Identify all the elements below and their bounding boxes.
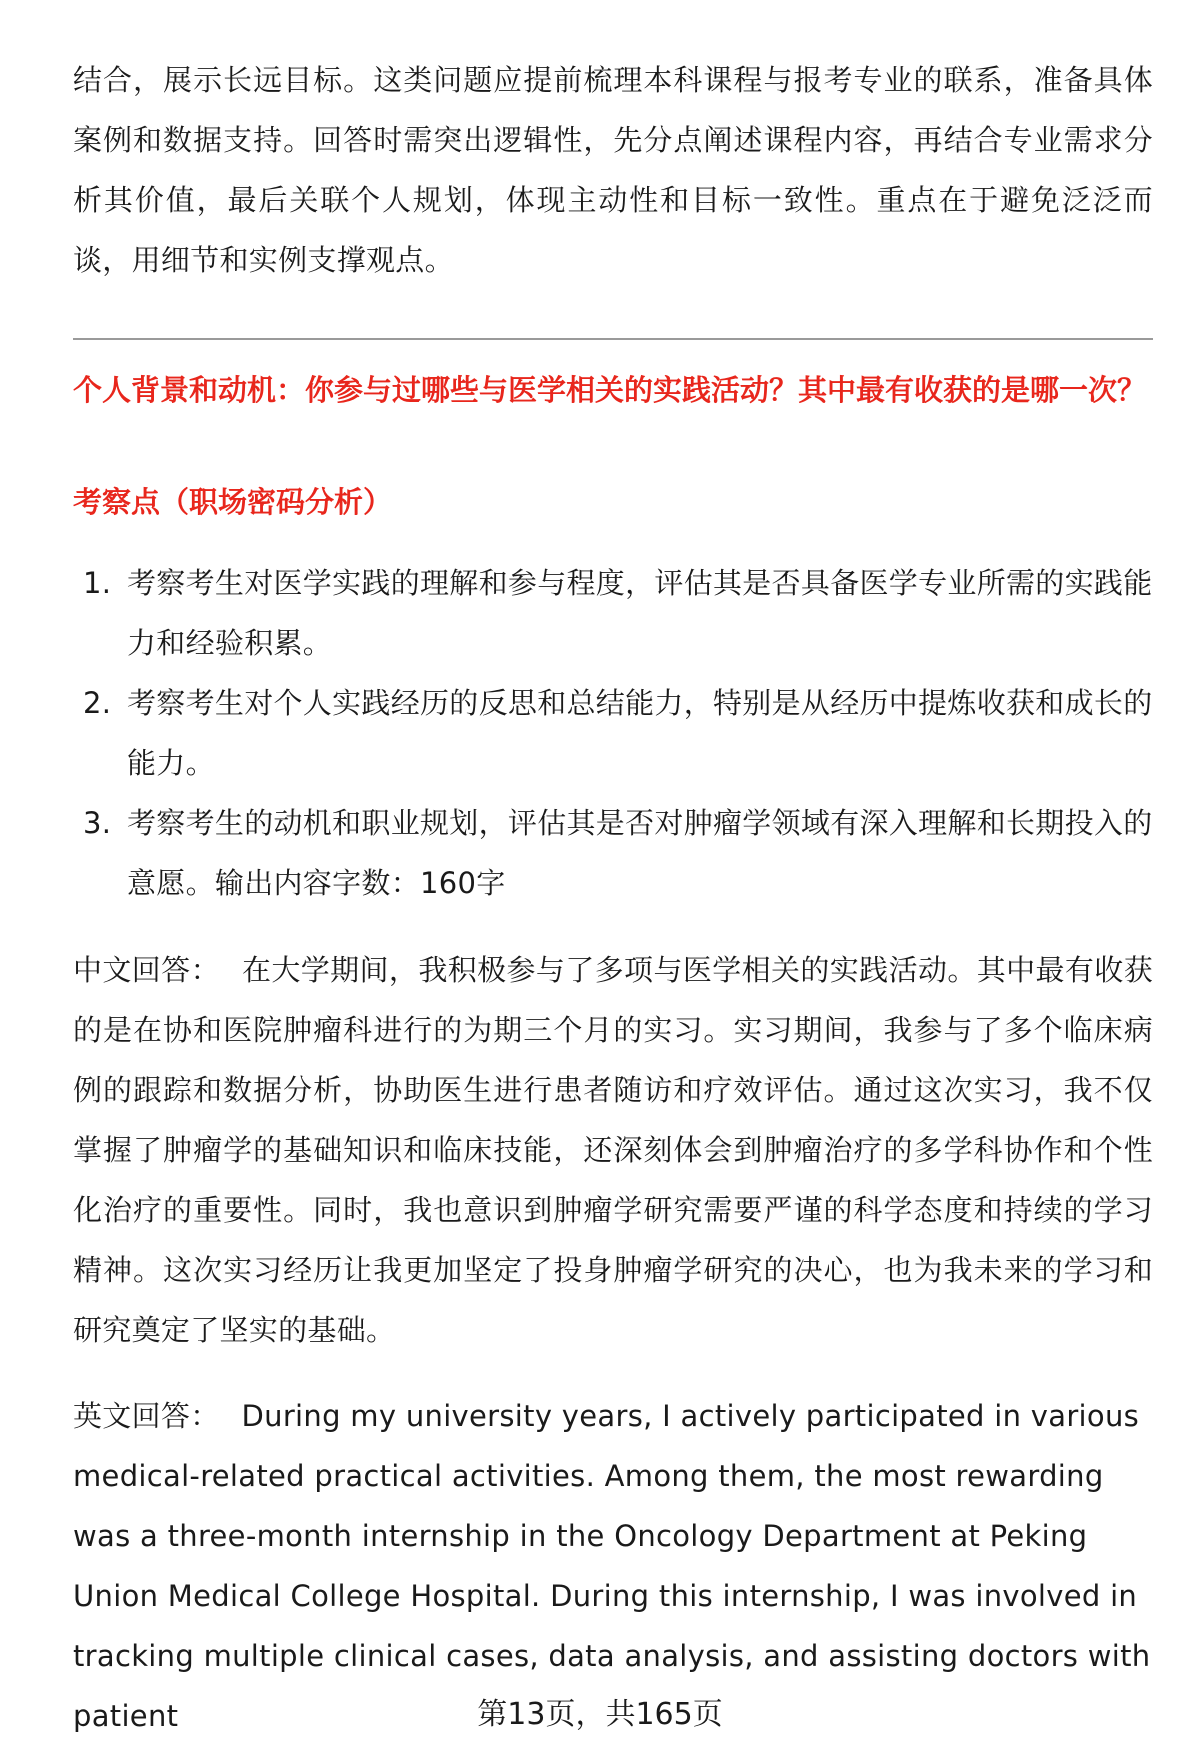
- chinese-answer-label: 中文回答：: [73, 953, 220, 987]
- page-number-footer: 第13页，共165页: [477, 1697, 723, 1732]
- assessment-heading: 考察点（职场密码分析）: [73, 485, 393, 519]
- section-divider: [73, 338, 1153, 340]
- assessment-points-list: [73, 553, 1153, 913]
- list-item: [73, 553, 1153, 673]
- list-item-text: 考察考生的动机和职业规划，评估其是否对肿瘤学领域有深入理解和长期投入的意愿。输出内容字数：160字: [127, 806, 1153, 900]
- list-item-number: 3.: [83, 806, 112, 840]
- english-answer: [73, 1386, 1153, 1746]
- english-answer-label: 英文回答：: [73, 1399, 220, 1433]
- list-item: [73, 673, 1153, 793]
- list-item-text: 考察考生对个人实践经历的反思和总结能力，特别是从经历中提炼收获和成长的能力。: [127, 686, 1153, 780]
- list-item: [73, 793, 1153, 913]
- question-title: 个人背景和动机：你参与过哪些与医学相关的实践活动？其中最有收获的是哪一次？: [73, 373, 1147, 407]
- chinese-answer: [73, 940, 1153, 1360]
- chinese-answer-text: 在大学期间，我积极参与了多项与医学相关的实践活动。其中最有收获的是在协和医院肿瘤科进行的为期三个月的实习。实习期间，我参与了多个临床病例的跟踪和数据分析，协助医生进行患者随访和疗效评估。通过这次实习，我不仅掌握了肿瘤学的基础知识和临床技能，还深刻体会到肿瘤治疗的多学科协作和个性化治疗的重要性。同时，我也意识到肿瘤学研究需要严谨的科学态度和持续的学习精神。这次实习经历让我更加坚定了投身肿瘤学研究的决心，也为我未来的学习和研究奠定了坚实的基础。: [73, 953, 1153, 1347]
- list-item-number: 2.: [83, 686, 112, 720]
- list-item-number: 1.: [83, 566, 112, 600]
- list-item-text: 考察考生对医学实践的理解和参与程度，评估其是否具备医学专业所需的实践能力和经验积累。: [127, 566, 1153, 660]
- intro-paragraph: 结合，展示长远目标。这类问题应提前梳理本科课程与报考专业的联系，准备具体案例和数据支持。回答时需突出逻辑性，先分点阐述课程内容，再结合专业需求分析其价值，最后关联个人规划，体现主动性和目标一致性。重点在于避免泛泛而谈，用细节和实例支撑观点。: [73, 63, 1153, 277]
- english-answer-text: During my university years, I actively participated in various medical-related practical activities. Among them, the most rewarding was a three-month internship in the Oncology Department at Peking Union Medical College Hospital. During this internship, I was involved in tracking multiple clinical cases, data analysis, and assisting doctors with patient: [73, 1399, 1151, 1733]
